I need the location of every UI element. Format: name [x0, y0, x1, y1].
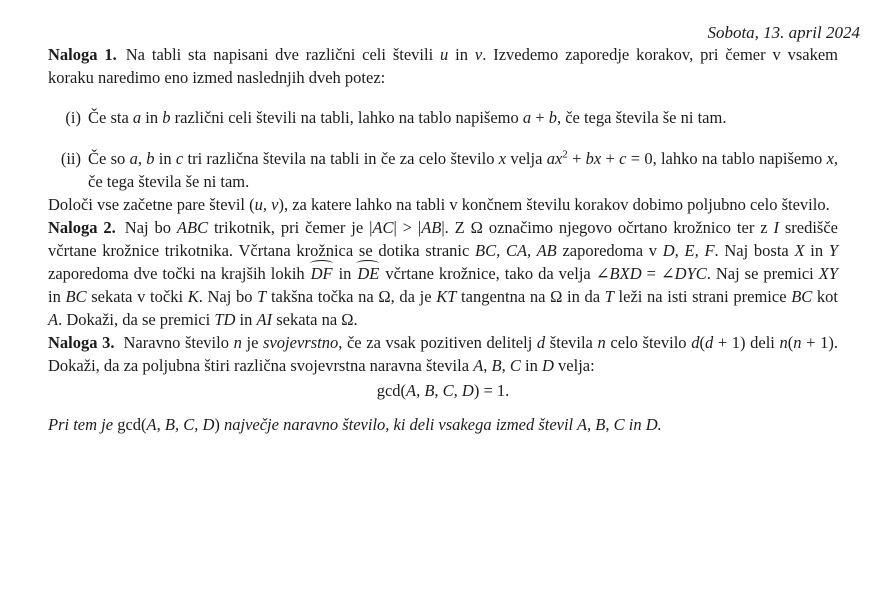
problem-1-intro: Naloga 1. Na tabli sta napisani dve različni celi števili u in v. Izvedemo zaporedje korakov, pri čemer v vsakem koraku naredimo eno izmed naslednjih dveh potez: — [48, 45, 838, 87]
item-i-marker: (i) — [65, 108, 81, 127]
document-content — [0, 43, 885, 436]
item-i-text: Če sta a in b različni celi števili na tabli, lahko na tablo napišemo a + b, če tega števila še ni tam. — [88, 108, 727, 127]
item-ii-text: Če so a, b in c tri različna števila na tabli in če za celo število x velja $ax^2$ + bx + c = 0, lahko na tablo napišemo x, če tega števila še ni tam. — [88, 148, 839, 191]
problem-3-body: Naloga 3. Naravno število n je svojevrstno, če za vsak pozitiven delitelj d števila n celo število d(d + 1) deli n(n + 1). Dokaži, da za poljubna štiri različna svojevrstna naravna števila A, B, C in D velja: — [48, 333, 838, 375]
problem-1-item-list — [48, 106, 838, 193]
problem-3-equation: gcd(A, B, C, D) = 1. — [376, 381, 510, 400]
item-ii-marker: (ii) — [60, 149, 81, 168]
list-item-i — [48, 106, 838, 129]
closing-note: Pri tem je gcd(A, B, C, D) največje naravno število, ki deli vsakega izmed števil A, B, C in D. — [48, 415, 662, 434]
problem-1-outro: Določi vse začetne pare števil (u, v), za katere lahko na tabli v končnem številu korakov dobimo poljubno celo število. — [48, 195, 830, 214]
list-item-ii — [48, 147, 838, 193]
date-line: Sobota, 13. april 2024 — [707, 23, 860, 42]
problem-2-body: Naloga 2. Naj bo ABC trikotnik, pri čemer je |AC| > |AB|. Z Ω označimo njegovo očrtano krožnico ter z I središče včrtane krožnice trikotnika. Včrtana krožnica se dotika stranic BC, CA, AB zaporedoma v D, E, F. Naj bosta X in Y zaporedoma dve točki na krajših lokih DF in DE včrtane krožnice, tako da velja ∠BXD = ∠DYC. Naj se premici XY in BC sekata v točki K. Naj bo T takšna točka na Ω, da je KT tangentna na Ω in da T leži na isti strani premice BC kot A. Dokaži, da se premici TD in AI sekata na Ω. — [48, 218, 839, 329]
